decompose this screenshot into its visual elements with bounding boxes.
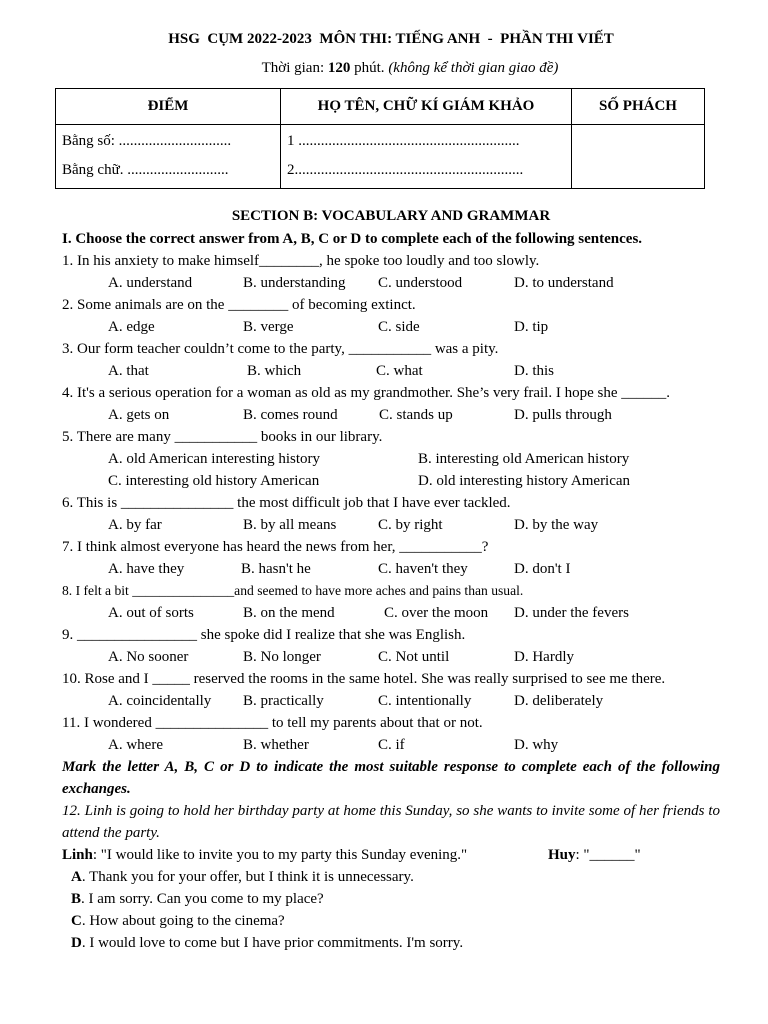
examiner-cell	[281, 125, 572, 189]
option-c: C. by right	[378, 517, 443, 533]
options-3	[62, 360, 720, 382]
option-d: D. don't I	[514, 561, 571, 577]
options-8	[62, 602, 720, 624]
option-b: B. which	[247, 363, 302, 379]
option-b: B. practically	[243, 693, 324, 709]
linh-name: Linh	[62, 847, 93, 863]
option-a: A. old American interesting history	[108, 451, 321, 467]
score-table	[55, 88, 705, 189]
options-9	[62, 646, 720, 668]
options-2	[62, 316, 720, 338]
option-b: B. understanding	[243, 275, 346, 291]
option-d: D. by the way	[514, 517, 599, 533]
option-text: . How about going to the cinema?	[81, 913, 285, 929]
question-1: 1. In his anxiety to make himself________, he spoke too loudly and too slowly.	[62, 253, 540, 269]
option-d: D. Hardly	[514, 649, 574, 665]
huy-line: : "______"	[575, 847, 641, 863]
linh-speech	[62, 844, 467, 866]
options-5-ab	[62, 448, 720, 470]
option-a: A. have they	[108, 561, 185, 577]
time-unit: phút.	[350, 60, 389, 76]
code-cell	[572, 125, 705, 189]
option-b: B. hasn't he	[241, 561, 311, 577]
section-title: SECTION B: VOCABULARY AND GRAMMAR	[231, 208, 551, 224]
option-b: B. by all means	[243, 517, 337, 533]
option-d: D. tip	[514, 319, 549, 335]
q12-option-c	[62, 910, 720, 932]
option-a: A. by far	[108, 517, 162, 533]
questions-content	[62, 228, 720, 954]
option-text: . Thank you for your offer, but I think it is unnecessary.	[81, 869, 414, 885]
score-words: Bằng chữ. ...........................	[62, 162, 229, 178]
option-a: A. coincidentally	[108, 693, 212, 709]
examiner-2: 2.............................................................	[287, 162, 524, 178]
q12-option-b	[62, 888, 720, 910]
option-c: C. side	[378, 319, 420, 335]
time-value: 120	[327, 60, 351, 76]
option-b: B. on the mend	[243, 605, 335, 621]
options-4	[62, 404, 720, 426]
score-header: ĐIỂM	[56, 89, 281, 125]
q12-option-d	[62, 932, 720, 954]
option-b: B. comes round	[243, 407, 338, 423]
option-letter: B	[71, 891, 82, 907]
option-d: D. this	[514, 363, 555, 379]
exam-title: HSG CỤM 2022-2023 MÔN THI: TIẾNG ANH - PHẦN THI VIẾT	[168, 31, 614, 47]
mark-instruction: Mark the letter A, B, C or D to indicate the most suitable response to complete each of the following exchanges.	[62, 759, 720, 797]
question-10: 10. Rose and I _____ reserved the rooms in the same hotel. She was really surprised to see me there.	[62, 671, 666, 687]
exam-time	[0, 60, 768, 77]
option-letter: A	[71, 869, 82, 885]
option-text: . I would love to come but I have prior commitments. I'm sorry.	[81, 935, 464, 951]
options-10	[62, 690, 720, 712]
examiner-header: HỌ TÊN, CHỮ KÍ GIÁM KHẢO	[281, 89, 572, 125]
option-a: A. out of sorts	[108, 605, 194, 621]
question-11: 11. I wondered _______________ to tell my parents about that or not.	[62, 715, 483, 731]
option-letter: D	[71, 935, 82, 951]
question-2: 2. Some animals are on the ________ of becoming extinct.	[62, 297, 416, 313]
option-letter: C	[71, 913, 82, 929]
option-c: C. stands up	[379, 407, 453, 423]
linh-line: : "I would like to invite you to my party this Sunday evening."	[92, 847, 468, 863]
option-d: D. deliberately	[514, 693, 604, 709]
instruction: I. Choose the correct answer from A, B, C or D to complete each of the following sentences.	[62, 231, 643, 247]
question-3: 3. Our form teacher couldn’t come to the party, ___________ was a pity.	[62, 341, 499, 357]
time-note: (không kể thời gian giao đề)	[388, 60, 559, 76]
question-5: 5. There are many ___________ books in our library.	[62, 429, 383, 445]
question-6: 6. This is _______________ the most difficult job that I have ever tackled.	[62, 495, 511, 511]
option-b: B. interesting old American history	[418, 451, 630, 467]
option-c: C. intentionally	[378, 693, 472, 709]
question-7: 7. I think almost everyone has heard the news from her, ___________?	[62, 539, 489, 555]
option-c: C. what	[376, 363, 423, 379]
option-c: C. if	[378, 737, 405, 753]
options-6	[62, 514, 720, 536]
option-b: B. No longer	[243, 649, 321, 665]
score-number: Bằng số: ..............................	[62, 133, 232, 149]
q12-context: 12. Linh is going to hold her birthday party at home this Sunday, so she wants to invite some of her friends to attend the party.	[62, 803, 720, 841]
option-d: D. why	[514, 737, 559, 753]
options-1	[62, 272, 720, 294]
option-a: A. that	[108, 363, 149, 379]
option-c: C. over the moon	[384, 605, 489, 621]
option-c: C. interesting old history American	[108, 473, 320, 489]
huy-name: Huy	[548, 847, 576, 863]
code-header: SỐ PHÁCH	[572, 89, 705, 125]
options-5-cd	[62, 470, 720, 492]
q12-option-a	[62, 866, 720, 888]
examiner-1: 1 ...........................................................	[287, 133, 520, 149]
option-d: D. pulls through	[514, 407, 612, 423]
option-b: B. whether	[243, 737, 309, 753]
option-d: D. old interesting history American	[418, 473, 631, 489]
exchange-line	[62, 844, 720, 866]
option-text: . I am sorry. Can you come to my place?	[81, 891, 324, 907]
option-a: A. No sooner	[108, 649, 189, 665]
score-cell	[56, 125, 281, 189]
time-prefix: Thời gian:	[261, 60, 328, 76]
option-d: D. under the fevers	[514, 605, 629, 621]
option-c: C. haven't they	[378, 561, 468, 577]
options-11	[62, 734, 720, 756]
option-a: A. understand	[108, 275, 193, 291]
option-a: A. edge	[108, 319, 155, 335]
question-9: 9. ________________ she spoke did I realize that she was English.	[62, 627, 466, 643]
question-8: 8. I felt a bit _______________and seemed to have more aches and pains than usual.	[62, 583, 524, 598]
options-7	[62, 558, 720, 580]
option-c: C. Not until	[378, 649, 450, 665]
huy-speech	[548, 844, 641, 866]
option-d: D. to understand	[514, 275, 614, 291]
question-4: 4. It's a serious operation for a woman as old as my grandmother. She’s very frail. I hope she ______.	[62, 385, 670, 401]
option-b: B. verge	[243, 319, 294, 335]
option-a: A. gets on	[108, 407, 170, 423]
option-c: C. understood	[378, 275, 463, 291]
option-a: A. where	[108, 737, 163, 753]
